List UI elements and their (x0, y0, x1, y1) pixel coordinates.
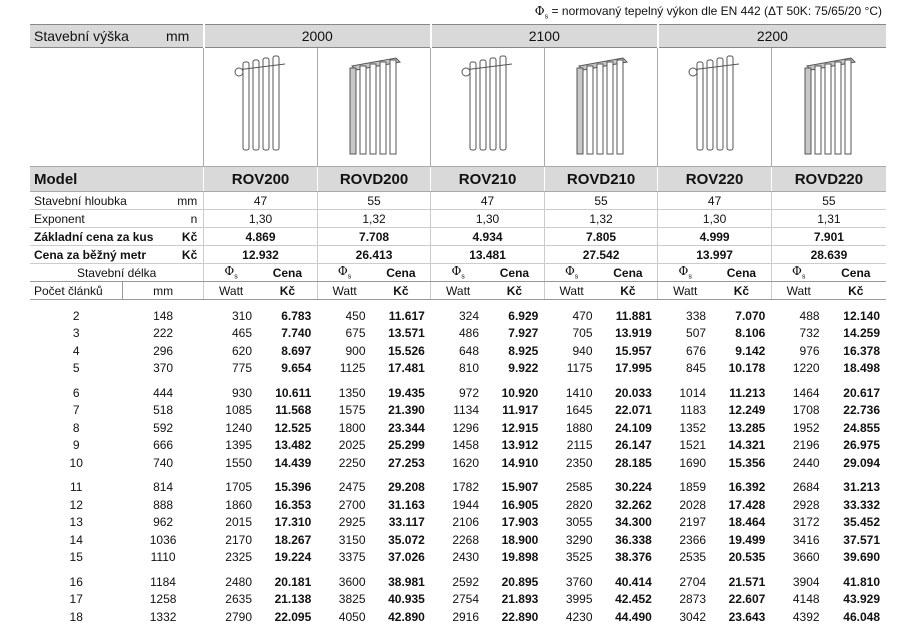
cell-watt: 3150 (338, 532, 366, 547)
cell-price: 15.356 (728, 455, 766, 470)
cell-watt: 1690 (679, 455, 707, 470)
cell-watt: 3760 (565, 574, 593, 589)
cell-price: 32.262 (615, 497, 652, 512)
group-spacer (30, 566, 886, 573)
table-row (30, 479, 886, 497)
cell-length: 1184 (150, 574, 176, 589)
cell-watt: 900 (345, 343, 366, 358)
cell-watt: 4392 (792, 609, 820, 624)
cell-price: 24.109 (615, 420, 652, 435)
spec-depth-row: Stavební hloubka mm 47 55 47 55 47 55 (30, 192, 886, 210)
cell-watt: 675 (345, 326, 366, 341)
cell-watt: 2928 (792, 497, 820, 512)
cell-price: 24.855 (843, 420, 880, 435)
cell-watt: 1458 (452, 438, 480, 453)
cell-price: 15.396 (274, 480, 312, 495)
model-label: Model (30, 167, 204, 192)
cell-price: 13.919 (615, 326, 652, 341)
cell-price: 26.147 (615, 438, 652, 453)
cell-watt: 810 (459, 361, 480, 376)
cell-watt: 1352 (679, 420, 707, 435)
cell-price: 14.439 (274, 455, 312, 470)
cell-price: 34.300 (615, 515, 652, 530)
cell-price: 8.106 (735, 326, 766, 341)
cell-watt: 1395 (225, 438, 252, 453)
table-row (30, 608, 886, 626)
table-row (30, 325, 886, 343)
cell-watt: 2106 (452, 515, 480, 530)
cell-count: 9 (72, 438, 80, 453)
table-row (30, 307, 886, 325)
cell-count: 8 (72, 420, 80, 435)
cell-price: 42.890 (388, 609, 425, 624)
price-table (30, 24, 886, 626)
cell-price: 22.095 (274, 609, 312, 624)
cell-length: 1036 (149, 532, 177, 547)
table-row (30, 360, 886, 378)
cell-price: 13.482 (274, 438, 312, 453)
spec-exponent-row: Exponent n 1,30 1,32 1,30 1,32 1,30 1,31 (30, 210, 886, 228)
cell-watt: 2028 (679, 497, 707, 512)
cell-length: 888 (153, 497, 174, 512)
cell-price: 11.881 (615, 308, 652, 323)
cell-price: 14.910 (501, 455, 539, 470)
height-header-row (30, 25, 886, 48)
cell-watt: 3825 (338, 592, 366, 607)
cell-price: 27.253 (388, 455, 425, 470)
cell-price: 35.452 (843, 515, 880, 530)
cell-watt: 976 (799, 343, 820, 358)
cell-price: 10.178 (728, 361, 766, 376)
cell-price: 22.071 (615, 403, 652, 418)
cell-watt: 310 (231, 308, 252, 323)
model-name: ROV220 (658, 167, 772, 192)
cell-price: 19.224 (274, 550, 312, 565)
cell-watt: 1944 (452, 497, 480, 512)
cell-watt: 2635 (225, 592, 252, 607)
cell-price: 46.048 (843, 609, 880, 624)
cell-price: 15.957 (615, 343, 652, 358)
cell-watt: 2873 (679, 592, 707, 607)
cell-price: 20.617 (843, 385, 880, 400)
table-row (30, 531, 886, 549)
group-spacer (30, 377, 886, 384)
cell-price: 17.903 (501, 515, 539, 530)
cell-watt: 930 (231, 385, 252, 400)
cell-length: 740 (153, 455, 174, 470)
cell-price: 31.163 (388, 497, 425, 512)
cell-watt: 2916 (452, 609, 480, 624)
cell-watt: 1125 (339, 361, 366, 376)
table-row (30, 402, 886, 420)
power-note-text: = normovaný tepelný výkon dle EN 442 (ΔT 50K: 75/65/20 °C) (551, 4, 882, 18)
cell-watt: 1859 (679, 480, 707, 495)
cell-price: 7.927 (508, 326, 539, 341)
cell-count: 12 (69, 497, 83, 512)
cell-price: 44.490 (615, 609, 652, 624)
cell-price: 26.975 (843, 438, 880, 453)
cell-price: 7.740 (281, 326, 312, 341)
cell-count: 11 (69, 480, 83, 495)
cell-price: 11.568 (275, 403, 312, 418)
cell-watt: 3416 (792, 532, 820, 547)
cell-watt: 3172 (792, 515, 820, 530)
cell-watt: 2170 (225, 532, 252, 547)
model-name: ROV200 (204, 167, 318, 192)
cell-watt: 2366 (679, 532, 707, 547)
cell-watt: 486 (459, 326, 480, 341)
cell-length: 518 (153, 403, 174, 418)
cell-watt: 620 (231, 343, 252, 358)
height-label: Stavební výška (34, 28, 129, 44)
cell-watt: 1220 (792, 361, 820, 376)
cell-price: 29.208 (388, 480, 425, 495)
cell-price: 15.526 (388, 343, 425, 358)
cell-price: 41.810 (843, 574, 880, 589)
table-row (30, 454, 886, 472)
cell-price: 43.929 (843, 592, 880, 607)
model-name: ROVD220 (771, 167, 886, 192)
cell-length: 1258 (149, 592, 177, 607)
cell-price: 12.915 (501, 420, 539, 435)
cell-price: 22.736 (843, 403, 880, 418)
height-2000: 2000 (204, 25, 431, 48)
height-2200: 2200 (658, 25, 886, 48)
cell-price: 16.353 (274, 497, 312, 512)
cell-price: 19.499 (728, 532, 766, 547)
cell-price: 13.571 (388, 326, 425, 341)
group-spacer (30, 300, 886, 308)
cell-count: 10 (69, 455, 83, 470)
cell-watt: 1134 (453, 403, 480, 418)
cell-watt: 1521 (679, 438, 707, 453)
cell-length: 148 (153, 308, 174, 323)
cell-length: 814 (153, 480, 174, 495)
radiator-double-icon (569, 56, 633, 156)
cell-watt: 2196 (792, 438, 820, 453)
cell-watt: 1952 (792, 420, 820, 435)
cell-watt: 2592 (452, 574, 480, 589)
cell-price: 23.344 (388, 420, 425, 435)
cell-price: 17.995 (615, 361, 652, 376)
table-row (30, 496, 886, 514)
spec-meter-price-row: Cena za běžný metr Kč 12.932 26.413 13.481 27.542 13.997 28.639 (30, 246, 886, 264)
cell-watt: 732 (799, 326, 820, 341)
cell-watt: 4148 (792, 592, 820, 607)
cell-price: 29.094 (843, 455, 880, 470)
cell-price: 17.428 (728, 497, 766, 512)
length-label: Stavební délka (30, 264, 204, 282)
cell-price: 16.378 (843, 343, 880, 358)
cell-watt: 1705 (225, 480, 252, 495)
cell-price: 33.117 (388, 515, 425, 530)
cell-price: 20.181 (274, 574, 312, 589)
cell-price: 11.917 (502, 403, 539, 418)
cell-price: 28.185 (615, 455, 652, 470)
cell-price: 18.267 (274, 532, 312, 547)
cell-watt: 2925 (338, 515, 366, 530)
cell-watt: 2015 (225, 515, 252, 530)
table-row (30, 591, 886, 609)
cell-price: 9.654 (281, 361, 312, 376)
cell-count: 2 (72, 308, 80, 323)
cell-price: 12.140 (843, 308, 880, 323)
cell-watt: 2025 (338, 438, 366, 453)
cell-watt: 2475 (338, 480, 366, 495)
cell-watt: 2820 (565, 497, 593, 512)
table-row (30, 419, 886, 437)
cell-count: 4 (72, 343, 80, 358)
cell-price: 36.338 (615, 532, 652, 547)
model-row (30, 167, 886, 192)
cell-watt: 2197 (679, 515, 707, 530)
cell-watt: 3290 (565, 532, 593, 547)
cell-watt: 2684 (792, 480, 820, 495)
table-row (30, 437, 886, 455)
cell-price: 35.072 (388, 532, 425, 547)
table-row (30, 573, 886, 591)
power-note: $\Phi_s$ = normovaný tepelný výkon dle EN 442 (ΔT 50K: 75/65/20 °C) (534, 4, 882, 21)
cell-watt: 1175 (566, 361, 593, 376)
cell-watt: 2325 (225, 550, 252, 565)
cell-count: 17 (69, 592, 83, 607)
cell-watt: 1464 (792, 385, 820, 400)
cell-price: 38.981 (388, 574, 425, 589)
cell-watt: 1800 (338, 420, 366, 435)
cell-watt: 1550 (225, 455, 252, 470)
cell-price: 40.935 (388, 592, 425, 607)
cell-watt: 2268 (452, 532, 480, 547)
cell-price: 42.452 (615, 592, 652, 607)
cell-price: 19.898 (501, 550, 539, 565)
cell-price: 39.690 (843, 550, 880, 565)
cell-price: 20.895 (501, 574, 539, 589)
cell-watt: 1296 (452, 420, 480, 435)
cell-watt: 1014 (679, 385, 707, 400)
cell-watt: 648 (459, 343, 480, 358)
cell-price: 21.138 (274, 592, 312, 607)
cell-length: 962 (153, 515, 174, 530)
cell-price: 14.321 (728, 438, 766, 453)
cell-price: 10.920 (501, 385, 539, 400)
cell-price: 8.925 (508, 343, 539, 358)
cell-price: 31.213 (843, 480, 880, 495)
cell-watt: 2480 (225, 574, 252, 589)
cell-count: 6 (72, 385, 80, 400)
radiator-single-icon (229, 56, 293, 156)
cell-watt: 488 (799, 308, 820, 323)
cell-watt: 1860 (225, 497, 252, 512)
cell-watt: 1240 (225, 420, 252, 435)
cell-count: 14 (69, 532, 83, 547)
cell-length: 444 (153, 385, 174, 400)
cell-watt: 338 (686, 308, 707, 323)
cell-count: 15 (69, 550, 83, 565)
subheader-row-1: Stavební délka $\Phi_s$ Cena $\Phi_s$ Cena $\Phi_s$ Cena $\Phi_s$ Cena $\Phi_s$ Cena $\Phi_s$ Cena (30, 264, 886, 282)
cell-price: 37.026 (388, 550, 425, 565)
cell-watt: 4230 (565, 609, 593, 624)
cell-price: 12.525 (274, 420, 312, 435)
cell-price: 18.900 (501, 532, 539, 547)
cell-price: 13.912 (501, 438, 539, 453)
cell-watt: 2535 (679, 550, 707, 565)
cell-price: 20.033 (615, 385, 652, 400)
image-row (30, 48, 886, 167)
table-row (30, 514, 886, 532)
cell-watt: 2430 (452, 550, 480, 565)
cell-price: 21.893 (501, 592, 539, 607)
cell-watt: 3055 (565, 515, 593, 530)
cell-price: 33.332 (843, 497, 880, 512)
data-body (30, 300, 886, 626)
cell-watt: 2440 (792, 455, 820, 470)
cell-watt: 2754 (452, 592, 480, 607)
model-name: ROV210 (431, 167, 545, 192)
table-row (30, 384, 886, 402)
cell-watt: 1350 (338, 385, 366, 400)
cell-price: 38.376 (615, 550, 652, 565)
cell-count: 3 (72, 326, 80, 341)
cell-watt: 4050 (338, 609, 366, 624)
cell-watt: 3600 (338, 574, 366, 589)
cell-watt: 2700 (338, 497, 366, 512)
cell-watt: 1645 (565, 403, 593, 418)
cell-watt: 1410 (565, 385, 593, 400)
cell-watt: 1620 (452, 455, 480, 470)
cell-price: 21.571 (728, 574, 766, 589)
height-unit: mm (166, 28, 190, 44)
table-row (30, 549, 886, 567)
cell-price: 11.617 (388, 308, 425, 323)
cell-watt: 1183 (680, 403, 707, 418)
radiator-single-icon (456, 56, 520, 156)
cell-price: 30.224 (615, 480, 652, 495)
cell-price: 18.464 (728, 515, 766, 530)
cell-price: 14.259 (843, 326, 880, 341)
cell-count: 7 (72, 403, 80, 418)
cell-price: 18.498 (843, 361, 880, 376)
cell-watt: 3375 (338, 550, 366, 565)
subheader-row-2: Počet článků mm Watt Kč Watt Kč Watt Kč Watt Kč Watt Kč Watt Kč (30, 282, 886, 300)
cell-length: 296 (153, 343, 174, 358)
radiator-double-icon (342, 56, 406, 156)
model-name: ROVD210 (544, 167, 658, 192)
cell-watt: 2585 (565, 480, 593, 495)
cell-watt: 705 (572, 326, 593, 341)
cell-watt: 845 (686, 361, 707, 376)
radiator-double-icon (797, 56, 861, 156)
cell-watt: 3995 (565, 592, 593, 607)
cell-price: 17.481 (388, 361, 425, 376)
cell-price: 17.310 (274, 515, 312, 530)
cell-price: 40.414 (615, 574, 652, 589)
cell-watt: 2790 (225, 609, 252, 624)
cell-price: 13.285 (728, 420, 766, 435)
cell-price: 11.213 (729, 385, 766, 400)
cell-watt: 1085 (225, 403, 252, 418)
cell-watt: 1708 (792, 403, 820, 418)
cell-length: 1110 (150, 550, 176, 565)
cell-price: 25.299 (388, 438, 425, 453)
cell-count: 16 (69, 574, 83, 589)
cell-price: 15.907 (501, 480, 539, 495)
cell-watt: 3904 (792, 574, 820, 589)
model-name: ROVD200 (317, 167, 431, 192)
cell-watt: 775 (231, 361, 252, 376)
cell-watt: 324 (459, 308, 480, 323)
cell-watt: 470 (572, 308, 593, 323)
cell-watt: 2115 (566, 438, 593, 453)
cell-price: 6.783 (281, 308, 312, 323)
cell-watt: 2704 (679, 574, 707, 589)
cell-watt: 1880 (565, 420, 593, 435)
cell-price: 6.929 (508, 308, 539, 323)
cell-count: 5 (72, 361, 80, 376)
cell-price: 20.535 (728, 550, 766, 565)
cell-price: 9.142 (735, 343, 766, 358)
cell-watt: 940 (572, 343, 593, 358)
cell-watt: 1575 (338, 403, 366, 418)
cell-watt: 3042 (679, 609, 707, 624)
cell-watt: 450 (345, 308, 366, 323)
cell-watt: 2250 (338, 455, 366, 470)
cell-price: 7.070 (735, 308, 766, 323)
cell-watt: 972 (459, 385, 480, 400)
cell-length: 370 (153, 361, 174, 376)
group-spacer (30, 472, 886, 479)
cell-price: 21.390 (388, 403, 425, 418)
cell-price: 22.607 (728, 592, 766, 607)
cell-price: 9.922 (508, 361, 539, 376)
spec-base-price-row: Základní cena za kus Kč 4.869 7.708 4.934 7.805 4.999 7.901 (30, 228, 886, 246)
cell-count: 13 (69, 515, 83, 530)
cell-price: 10.611 (275, 385, 312, 400)
cell-watt: 465 (231, 326, 252, 341)
cell-watt: 3525 (565, 550, 593, 565)
cell-watt: 3660 (792, 550, 820, 565)
cell-length: 666 (153, 438, 174, 453)
cell-watt: 1782 (452, 480, 480, 495)
cell-price: 22.890 (501, 609, 539, 624)
cell-length: 1332 (149, 609, 177, 624)
cell-watt: 507 (686, 326, 707, 341)
cell-count: 18 (69, 609, 83, 624)
cell-price: 37.571 (843, 532, 880, 547)
cell-price: 8.697 (281, 343, 312, 358)
cell-price: 23.643 (728, 609, 766, 624)
table-row (30, 342, 886, 360)
cell-price: 16.392 (728, 480, 766, 495)
cell-price: 12.249 (728, 403, 766, 418)
radiator-single-icon (683, 56, 747, 156)
height-2100: 2100 (431, 25, 658, 48)
cell-watt: 676 (686, 343, 707, 358)
cell-length: 222 (153, 326, 174, 341)
cell-price: 19.435 (388, 385, 425, 400)
cell-length: 592 (153, 420, 174, 435)
cell-price: 16.905 (501, 497, 539, 512)
cell-watt: 2350 (565, 455, 593, 470)
